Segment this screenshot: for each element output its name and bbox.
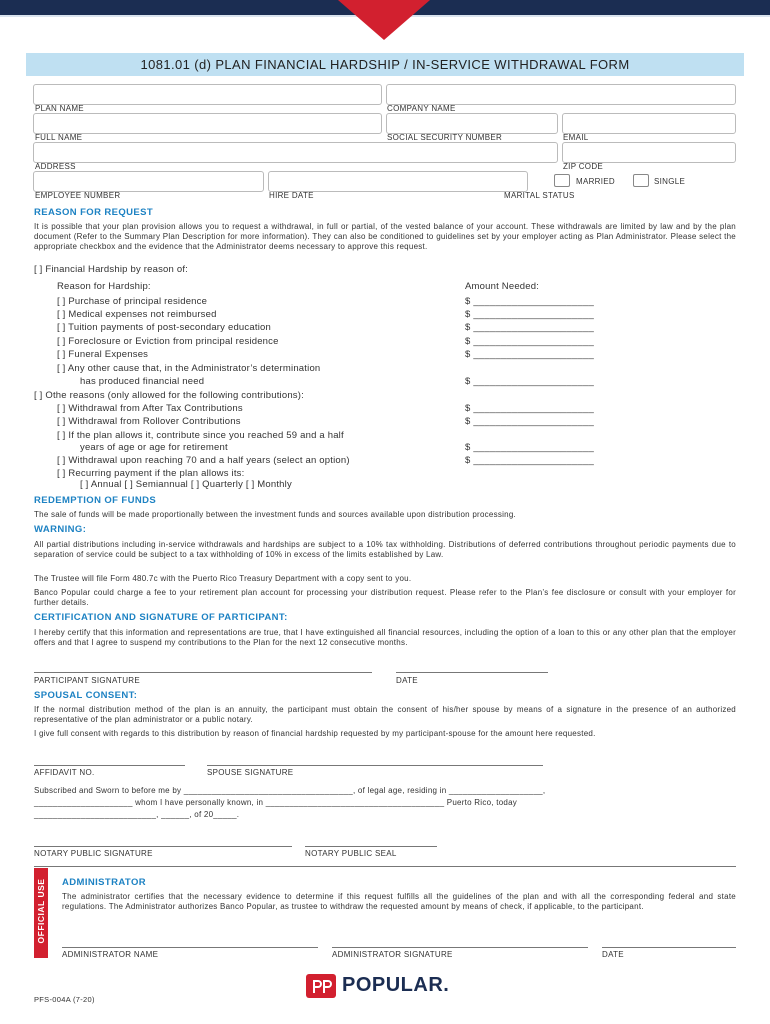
form-code: PFS-004A (7-20) (34, 995, 95, 1004)
email-input[interactable] (562, 113, 736, 134)
brand-chevron-icon (338, 0, 430, 40)
certification-text: I hereby certify that this information and representations are true, that I have extinguished all financial resources, including the option of a loan to this or any other plan that the employer offers and that I agree to suspend my contributions to the Plan for the next 12 consecutive months. (34, 628, 736, 647)
company-name-label: COMPANY NAME (387, 104, 456, 113)
official-use-tab (34, 868, 48, 958)
other-item-59-half-cont: years of age or age for retirement (80, 442, 228, 453)
warning-text-2: The Trustee will file Form 480.7c with the Puerto Rico Treasury Department with a copy sent to you. (34, 574, 412, 583)
official-use-label: OFFICIAL USE (36, 878, 46, 944)
amount-field[interactable]: $ ______________________ (465, 442, 594, 453)
single-checkbox[interactable] (633, 174, 649, 187)
recurring-options[interactable]: [ ] Annual [ ] Semiannual [ ] Quarterly [ ] Monthly (80, 479, 292, 490)
amount-field[interactable]: $ ______________________ (465, 349, 594, 360)
amount-field[interactable]: $ ______________________ (465, 416, 594, 427)
address-input[interactable] (33, 142, 558, 163)
marital-status-label: MARITAL STATUS (504, 191, 575, 200)
employee-number-input[interactable] (33, 171, 264, 192)
amount-field[interactable]: $ ______________________ (465, 309, 594, 320)
sworn-line-2[interactable]: _____________________ whom I have personally known, in ______________________________________ Puerto Rico, today (34, 798, 518, 807)
participant-date-line[interactable] (396, 672, 548, 673)
spouse-signature-line[interactable] (207, 765, 543, 766)
hardship-item-other[interactable]: [ ] Any other cause that, in the Administrator’s determination (57, 363, 321, 374)
married-label: MARRIED (576, 177, 615, 186)
sworn-line-1[interactable]: Subscribed and Sworn to before me by ____________________________________, of legal age, residing in ____________________, (34, 786, 546, 795)
married-checkbox[interactable] (554, 174, 570, 187)
amount-field[interactable]: $ ______________________ (465, 455, 594, 466)
address-label: ADDRESS (35, 162, 76, 171)
administrator-heading: ADMINISTRATOR (62, 877, 147, 888)
participant-date-label: DATE (396, 676, 418, 685)
amount-field[interactable]: $ ______________________ (465, 336, 594, 347)
admin-signature-line[interactable] (332, 947, 588, 948)
spouse-signature-label: SPOUSE SIGNATURE (207, 768, 294, 777)
employee-number-label: EMPLOYEE NUMBER (35, 191, 121, 200)
spousal-text-2: I give full consent with regards to this distribution by reason of financial hardship requested by my participant-spouse for the amount here requested. (34, 729, 596, 738)
popular-logo-text: POPULAR. (342, 974, 450, 996)
official-use-top-line (34, 866, 736, 867)
administrator-text: The administrator certifies that the necessary evidence to determine if this request fulfills all the guidelines of the plan and with all the corresponding federal and state regulations. The Administrator authorizes Banco Popular, as trustee to withdraw the requested amount by means of check, if applicable, to the participant. (62, 892, 736, 911)
other-item-recurring[interactable]: [ ] Recurring payment if the plan allows its: (57, 468, 245, 479)
other-item-rollover[interactable]: [ ] Withdrawal from Rollover Contributions (57, 416, 241, 427)
ssn-label: SOCIAL SECURITY NUMBER (387, 133, 503, 142)
reason-for-hardship-label: Reason for Hardship: (57, 281, 151, 292)
redemption-heading: REDEMPTION OF FUNDS (34, 495, 157, 506)
other-reasons-checkbox-line[interactable]: [ ] Othe reasons (only allowed for the following contributions): (34, 390, 304, 401)
other-item-after-tax[interactable]: [ ] Withdrawal from After Tax Contributions (57, 403, 243, 414)
hardship-item-funeral[interactable]: [ ] Funeral Expenses (57, 349, 149, 360)
spousal-text-1: If the normal distribution method of the plan is an annuity, the participant must obtain the consent of his/her spouse by means of a signature in the presence of an authorized representative of the plan administrator or a public notary. (34, 705, 736, 724)
hardship-item-foreclosure[interactable]: [ ] Foreclosure or Eviction from principal residence (57, 336, 279, 347)
amount-needed-label: Amount Needed: (465, 281, 540, 292)
hardship-checkbox-line[interactable]: [ ] Financial Hardship by reason of: (34, 264, 188, 275)
email-label: EMAIL (563, 133, 589, 142)
hire-date-input[interactable] (268, 171, 528, 192)
warning-text-1: All partial distributions including in-service withdrawals and hardships are subject to a 10% tax withholding. Distributions of deferred contributions throughout periodic payments due to separation of service could be subject to a tax withholding of 10% in excess of the limits established by Law. (34, 540, 736, 559)
certification-heading: CERTIFICATION AND SIGNATURE OF PARTICIPANT: (34, 612, 288, 623)
zip-label: ZIP CODE (563, 162, 604, 171)
other-item-59-half[interactable]: [ ] If the plan allows it, contribute since you reached 59 and a half (57, 430, 344, 441)
other-item-70-half[interactable]: [ ] Withdrawal upon reaching 70 and a half years (select an option) (57, 455, 350, 466)
notary-signature-label: NOTARY PUBLIC SIGNATURE (34, 849, 153, 858)
single-label: SINGLE (654, 177, 686, 186)
participant-signature-line[interactable] (34, 672, 372, 673)
admin-date-label: DATE (602, 950, 624, 959)
affidavit-label: AFFIDAVIT NO. (34, 768, 95, 777)
redemption-text: The sale of funds will be made proportionally between the investment funds and sources available upon distribution processing. (34, 510, 516, 519)
amount-field[interactable]: $ ______________________ (465, 376, 594, 387)
spousal-heading: SPOUSAL CONSENT: (34, 690, 138, 701)
full-name-input[interactable] (33, 113, 382, 134)
popular-logo-icon (306, 974, 336, 998)
participant-signature-label: PARTICIPANT SIGNATURE (34, 676, 141, 685)
zip-input[interactable] (562, 142, 736, 163)
reason-heading: REASON FOR REQUEST (34, 207, 154, 218)
ssn-input[interactable] (386, 113, 558, 134)
company-name-input[interactable] (386, 84, 736, 105)
hardship-item-residence[interactable]: [ ] Purchase of principal residence (57, 296, 208, 307)
admin-date-line[interactable] (602, 947, 736, 948)
full-name-label: FULL NAME (35, 133, 83, 142)
admin-name-line[interactable] (62, 947, 318, 948)
hardship-item-tuition[interactable]: [ ] Tuition payments of post-secondary education (57, 322, 271, 333)
admin-name-label: ADMINISTRATOR NAME (62, 950, 159, 959)
plan-name-label: PLAN NAME (35, 104, 84, 113)
sworn-line-3[interactable]: __________________________, ______, of 20_____. (34, 810, 240, 819)
affidavit-line[interactable] (34, 765, 185, 766)
hardship-item-other-cont: has produced financial need (80, 376, 205, 387)
amount-field[interactable]: $ ______________________ (465, 403, 594, 414)
notary-seal-line[interactable] (305, 846, 437, 847)
warning-text-3: Banco Popular could charge a fee to your retirement plan account for processing your distribution request. Please refer to the Plan’s fee disclosure or consult with your employer for further details. (34, 588, 736, 607)
warning-heading: WARNING: (34, 524, 87, 535)
hardship-item-medical[interactable]: [ ] Medical expenses not reimbursed (57, 309, 217, 320)
hire-date-label: HIRE DATE (269, 191, 314, 200)
amount-field[interactable]: $ ______________________ (465, 322, 594, 333)
admin-signature-label: ADMINISTRATOR SIGNATURE (332, 950, 453, 959)
reason-intro: It is possible that your plan provision allows you to request a withdrawal, in full or partial, of the vested balance of your account. These withdrawals are limited by law and by the plan document (Refer to the Summary Plan Description for more information). They can also be conditioned to guidelines set by your employer acting as Plan Administrator. Please select the appropriate checkbox and the evidence that the Administrator deems necessary to approve this request. (34, 222, 736, 251)
notary-signature-line[interactable] (34, 846, 292, 847)
form-title: 1081.01 (d) PLAN FINANCIAL HARDSHIP / IN-SERVICE WITHDRAWAL FORM (26, 53, 744, 76)
plan-name-input[interactable] (33, 84, 382, 105)
amount-field[interactable]: $ ______________________ (465, 296, 594, 307)
notary-seal-label: NOTARY PUBLIC SEAL (305, 849, 397, 858)
